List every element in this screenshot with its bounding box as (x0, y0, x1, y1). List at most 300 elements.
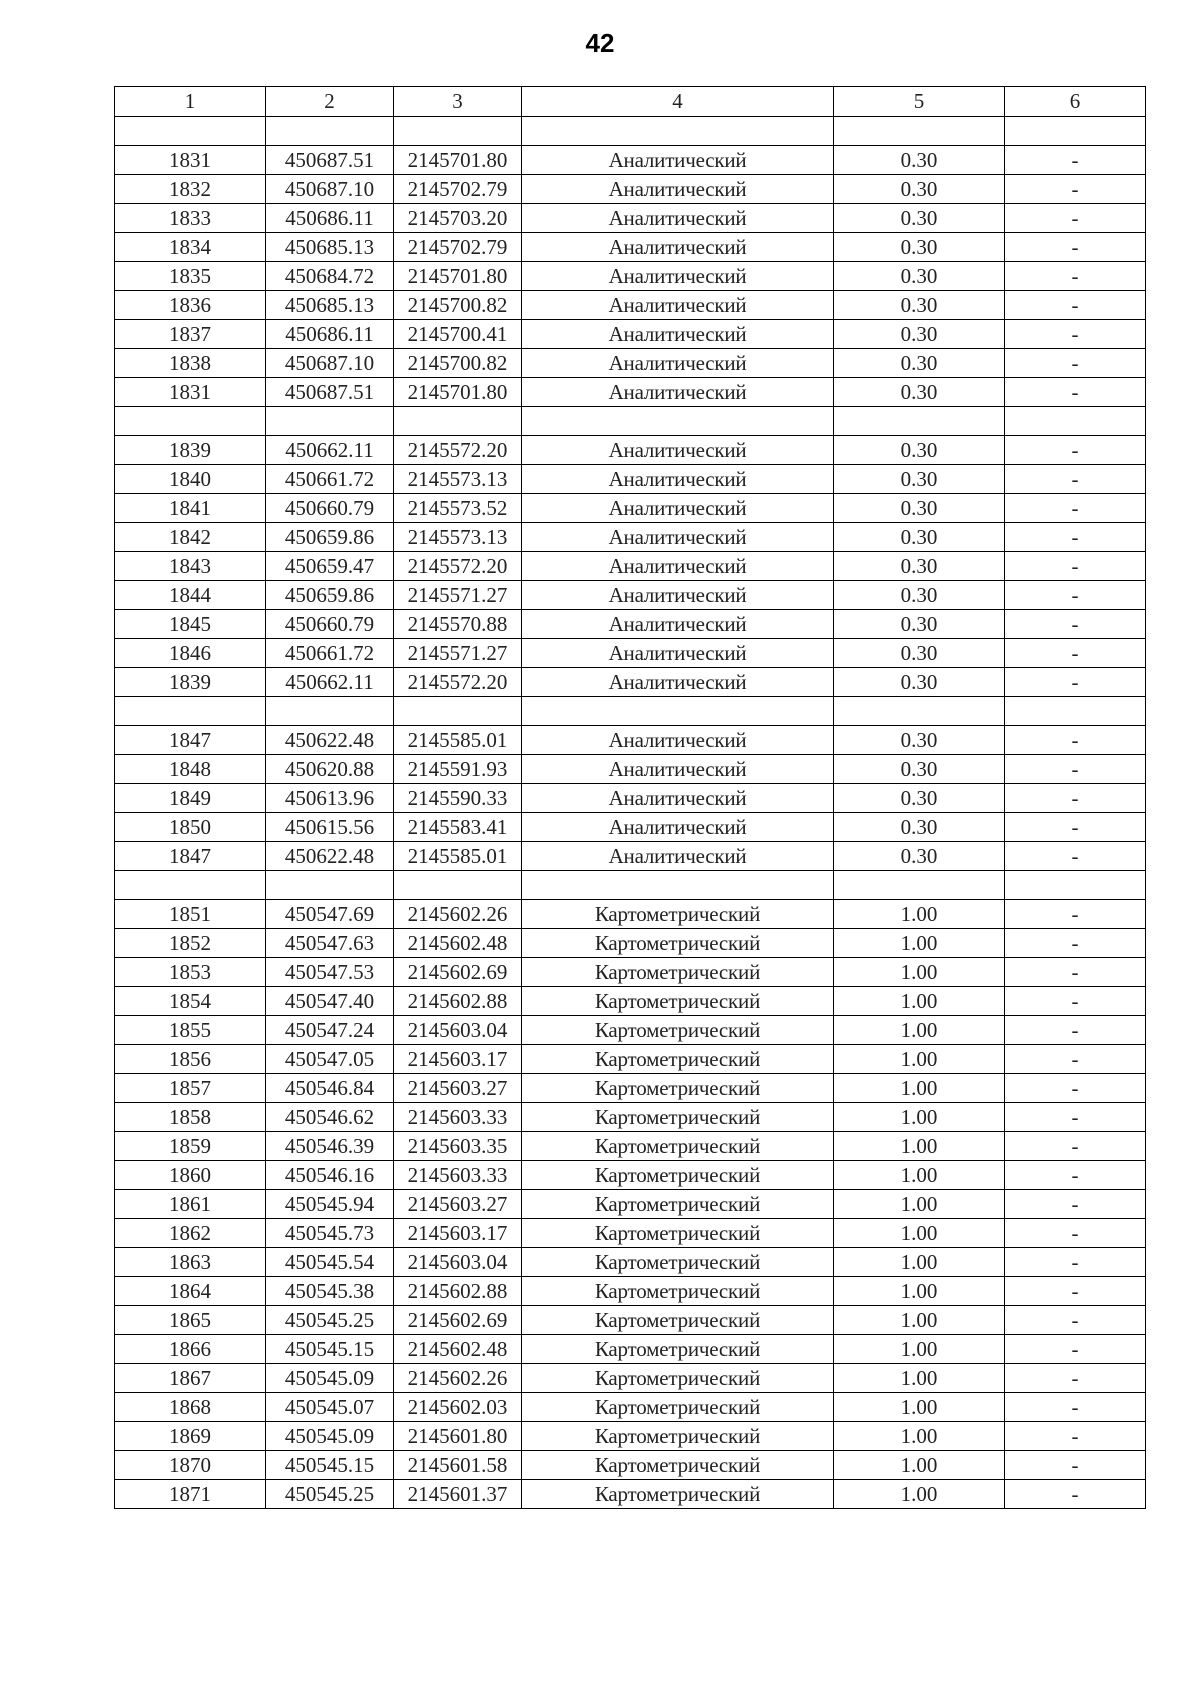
table-row (115, 1248, 1146, 1277)
y-coordinate-cell: 2145572.20 (394, 668, 522, 697)
y-coordinate-cell: 2145702.79 (394, 175, 522, 204)
note-cell: - (1005, 378, 1146, 407)
point-number-cell: 1870 (115, 1451, 266, 1480)
y-coordinate-cell: 2145603.04 (394, 1016, 522, 1045)
table-row (115, 349, 1146, 378)
method-cell: Картометрический (522, 1219, 834, 1248)
method-cell: Картометрический (522, 1248, 834, 1277)
method-cell: Аналитический (522, 494, 834, 523)
method-cell: Аналитический (522, 291, 834, 320)
empty-cell (834, 697, 1005, 726)
method-cell: Аналитический (522, 349, 834, 378)
point-number-cell: 1846 (115, 639, 266, 668)
method-cell: Картометрический (522, 1306, 834, 1335)
method-cell: Картометрический (522, 1074, 834, 1103)
column-header: 5 (834, 87, 1005, 117)
accuracy-cell: 0.30 (834, 349, 1005, 378)
accuracy-cell: 1.00 (834, 900, 1005, 929)
x-coordinate-cell: 450545.09 (266, 1422, 394, 1451)
empty-cell (266, 871, 394, 900)
accuracy-cell: 1.00 (834, 1306, 1005, 1335)
x-coordinate-cell: 450620.88 (266, 755, 394, 784)
note-cell: - (1005, 958, 1146, 987)
note-cell: - (1005, 639, 1146, 668)
table-row (115, 175, 1146, 204)
x-coordinate-cell: 450659.47 (266, 552, 394, 581)
table-row (115, 668, 1146, 697)
column-header: 3 (394, 87, 522, 117)
point-number-cell: 1861 (115, 1190, 266, 1219)
y-coordinate-cell: 2145601.58 (394, 1451, 522, 1480)
method-cell: Картометрический (522, 1480, 834, 1509)
empty-cell (266, 117, 394, 146)
y-coordinate-cell: 2145602.26 (394, 900, 522, 929)
method-cell: Картометрический (522, 900, 834, 929)
table-row (115, 581, 1146, 610)
method-cell: Аналитический (522, 784, 834, 813)
method-cell: Картометрический (522, 1364, 834, 1393)
empty-cell (115, 697, 266, 726)
x-coordinate-cell: 450684.72 (266, 262, 394, 291)
accuracy-cell: 1.00 (834, 1103, 1005, 1132)
note-cell: - (1005, 233, 1146, 262)
note-cell: - (1005, 1161, 1146, 1190)
table-row (115, 204, 1146, 233)
x-coordinate-cell: 450660.79 (266, 494, 394, 523)
point-number-cell: 1834 (115, 233, 266, 262)
point-number-cell: 1858 (115, 1103, 266, 1132)
point-number-cell: 1837 (115, 320, 266, 349)
table-row (115, 436, 1146, 465)
empty-cell (1005, 117, 1146, 146)
accuracy-cell: 1.00 (834, 1045, 1005, 1074)
y-coordinate-cell: 2145602.88 (394, 1277, 522, 1306)
note-cell: - (1005, 1074, 1146, 1103)
x-coordinate-cell: 450545.09 (266, 1364, 394, 1393)
point-number-cell: 1838 (115, 349, 266, 378)
method-cell: Аналитический (522, 813, 834, 842)
x-coordinate-cell: 450685.13 (266, 291, 394, 320)
empty-cell (522, 871, 834, 900)
table-row (115, 1219, 1146, 1248)
empty-cell (266, 697, 394, 726)
y-coordinate-cell: 2145703.20 (394, 204, 522, 233)
y-coordinate-cell: 2145602.69 (394, 1306, 522, 1335)
table-row (115, 813, 1146, 842)
table-row (115, 1132, 1146, 1161)
table-row (115, 784, 1146, 813)
x-coordinate-cell: 450545.25 (266, 1480, 394, 1509)
table-row (115, 1364, 1146, 1393)
note-cell: - (1005, 1132, 1146, 1161)
y-coordinate-cell: 2145603.33 (394, 1161, 522, 1190)
y-coordinate-cell: 2145573.13 (394, 523, 522, 552)
accuracy-cell: 0.30 (834, 610, 1005, 639)
y-coordinate-cell: 2145700.82 (394, 349, 522, 378)
method-cell: Аналитический (522, 552, 834, 581)
table-row (115, 726, 1146, 755)
point-number-cell: 1860 (115, 1161, 266, 1190)
accuracy-cell: 0.30 (834, 320, 1005, 349)
group-spacer-row (115, 117, 1146, 146)
accuracy-cell: 0.30 (834, 146, 1005, 175)
empty-cell (115, 871, 266, 900)
note-cell: - (1005, 1393, 1146, 1422)
note-cell: - (1005, 465, 1146, 494)
point-number-cell: 1847 (115, 842, 266, 871)
note-cell: - (1005, 987, 1146, 1016)
point-number-cell: 1854 (115, 987, 266, 1016)
note-cell: - (1005, 146, 1146, 175)
accuracy-cell: 1.00 (834, 929, 1005, 958)
note-cell: - (1005, 1016, 1146, 1045)
method-cell: Картометрический (522, 958, 834, 987)
accuracy-cell: 0.30 (834, 581, 1005, 610)
table-row (115, 146, 1146, 175)
y-coordinate-cell: 2145603.04 (394, 1248, 522, 1277)
empty-cell (522, 697, 834, 726)
accuracy-cell: 0.30 (834, 204, 1005, 233)
point-number-cell: 1867 (115, 1364, 266, 1393)
point-number-cell: 1855 (115, 1016, 266, 1045)
y-coordinate-cell: 2145573.13 (394, 465, 522, 494)
method-cell: Аналитический (522, 755, 834, 784)
point-number-cell: 1850 (115, 813, 266, 842)
y-coordinate-cell: 2145700.82 (394, 291, 522, 320)
method-cell: Картометрический (522, 1335, 834, 1364)
table-row (115, 552, 1146, 581)
y-coordinate-cell: 2145573.52 (394, 494, 522, 523)
note-cell: - (1005, 494, 1146, 523)
y-coordinate-cell: 2145572.20 (394, 552, 522, 581)
point-number-cell: 1839 (115, 436, 266, 465)
y-coordinate-cell: 2145701.80 (394, 262, 522, 291)
method-cell: Картометрический (522, 1045, 834, 1074)
table-header-row (115, 87, 1146, 117)
note-cell: - (1005, 668, 1146, 697)
accuracy-cell: 1.00 (834, 1074, 1005, 1103)
table-row (115, 610, 1146, 639)
empty-cell (266, 407, 394, 436)
x-coordinate-cell: 450545.07 (266, 1393, 394, 1422)
point-number-cell: 1844 (115, 581, 266, 610)
accuracy-cell: 1.00 (834, 987, 1005, 1016)
empty-cell (115, 117, 266, 146)
x-coordinate-cell: 450545.38 (266, 1277, 394, 1306)
table-row (115, 1161, 1146, 1190)
table-row (115, 1393, 1146, 1422)
method-cell: Аналитический (522, 146, 834, 175)
method-cell: Аналитический (522, 378, 834, 407)
table-row (115, 900, 1146, 929)
point-number-cell: 1864 (115, 1277, 266, 1306)
note-cell: - (1005, 929, 1146, 958)
accuracy-cell: 0.30 (834, 465, 1005, 494)
table-row (115, 1480, 1146, 1509)
method-cell: Аналитический (522, 465, 834, 494)
method-cell: Аналитический (522, 842, 834, 871)
empty-cell (1005, 407, 1146, 436)
table-row (115, 262, 1146, 291)
note-cell: - (1005, 900, 1146, 929)
point-number-cell: 1840 (115, 465, 266, 494)
method-cell: Аналитический (522, 436, 834, 465)
accuracy-cell: 1.00 (834, 1016, 1005, 1045)
x-coordinate-cell: 450613.96 (266, 784, 394, 813)
x-coordinate-cell: 450545.15 (266, 1335, 394, 1364)
x-coordinate-cell: 450661.72 (266, 465, 394, 494)
note-cell: - (1005, 842, 1146, 871)
point-number-cell: 1862 (115, 1219, 266, 1248)
method-cell: Картометрический (522, 1393, 834, 1422)
x-coordinate-cell: 450547.05 (266, 1045, 394, 1074)
column-header: 6 (1005, 87, 1146, 117)
table-row (115, 1335, 1146, 1364)
note-cell: - (1005, 436, 1146, 465)
table-row (115, 465, 1146, 494)
column-header: 1 (115, 87, 266, 117)
table-row (115, 755, 1146, 784)
note-cell: - (1005, 204, 1146, 233)
accuracy-cell: 1.00 (834, 1364, 1005, 1393)
x-coordinate-cell: 450547.40 (266, 987, 394, 1016)
empty-cell (394, 697, 522, 726)
accuracy-cell: 0.30 (834, 639, 1005, 668)
point-number-cell: 1842 (115, 523, 266, 552)
x-coordinate-cell: 450687.51 (266, 378, 394, 407)
x-coordinate-cell: 450545.25 (266, 1306, 394, 1335)
empty-cell (394, 407, 522, 436)
x-coordinate-cell: 450547.63 (266, 929, 394, 958)
accuracy-cell: 1.00 (834, 1480, 1005, 1509)
column-header: 4 (522, 87, 834, 117)
table-row (115, 494, 1146, 523)
x-coordinate-cell: 450622.48 (266, 842, 394, 871)
y-coordinate-cell: 2145602.03 (394, 1393, 522, 1422)
x-coordinate-cell: 450547.24 (266, 1016, 394, 1045)
y-coordinate-cell: 2145601.37 (394, 1480, 522, 1509)
method-cell: Картометрический (522, 1103, 834, 1132)
x-coordinate-cell: 450546.16 (266, 1161, 394, 1190)
method-cell: Аналитический (522, 668, 834, 697)
x-coordinate-cell: 450546.39 (266, 1132, 394, 1161)
x-coordinate-cell: 450660.79 (266, 610, 394, 639)
x-coordinate-cell: 450622.48 (266, 726, 394, 755)
method-cell: Аналитический (522, 581, 834, 610)
x-coordinate-cell: 450546.84 (266, 1074, 394, 1103)
x-coordinate-cell: 450662.11 (266, 668, 394, 697)
y-coordinate-cell: 2145603.27 (394, 1190, 522, 1219)
x-coordinate-cell: 450615.56 (266, 813, 394, 842)
table-row (115, 929, 1146, 958)
note-cell: - (1005, 1277, 1146, 1306)
table-row (115, 1422, 1146, 1451)
method-cell: Картометрический (522, 1132, 834, 1161)
table-row (115, 378, 1146, 407)
y-coordinate-cell: 2145602.48 (394, 929, 522, 958)
table-row (115, 1103, 1146, 1132)
accuracy-cell: 1.00 (834, 1132, 1005, 1161)
accuracy-cell: 0.30 (834, 523, 1005, 552)
accuracy-cell: 0.30 (834, 494, 1005, 523)
note-cell: - (1005, 1364, 1146, 1393)
x-coordinate-cell: 450687.51 (266, 146, 394, 175)
note-cell: - (1005, 1045, 1146, 1074)
empty-cell (394, 117, 522, 146)
y-coordinate-cell: 2145603.33 (394, 1103, 522, 1132)
method-cell: Аналитический (522, 175, 834, 204)
accuracy-cell: 0.30 (834, 813, 1005, 842)
note-cell: - (1005, 755, 1146, 784)
method-cell: Картометрический (522, 1161, 834, 1190)
table-row (115, 291, 1146, 320)
accuracy-cell: 0.30 (834, 378, 1005, 407)
group-spacer-row (115, 407, 1146, 436)
accuracy-cell: 0.30 (834, 784, 1005, 813)
y-coordinate-cell: 2145701.80 (394, 146, 522, 175)
y-coordinate-cell: 2145601.80 (394, 1422, 522, 1451)
point-number-cell: 1863 (115, 1248, 266, 1277)
table-row (115, 639, 1146, 668)
empty-cell (394, 871, 522, 900)
accuracy-cell: 1.00 (834, 1190, 1005, 1219)
table-row (115, 1277, 1146, 1306)
point-number-cell: 1868 (115, 1393, 266, 1422)
accuracy-cell: 1.00 (834, 1277, 1005, 1306)
empty-cell (834, 871, 1005, 900)
empty-cell (1005, 697, 1146, 726)
accuracy-cell: 0.30 (834, 552, 1005, 581)
empty-cell (522, 407, 834, 436)
table-body (115, 117, 1146, 1509)
point-number-cell: 1869 (115, 1422, 266, 1451)
column-header: 2 (266, 87, 394, 117)
method-cell: Аналитический (522, 204, 834, 233)
point-number-cell: 1857 (115, 1074, 266, 1103)
x-coordinate-cell: 450547.53 (266, 958, 394, 987)
point-number-cell: 1859 (115, 1132, 266, 1161)
method-cell: Картометрический (522, 987, 834, 1016)
group-spacer-row (115, 697, 1146, 726)
x-coordinate-cell: 450687.10 (266, 175, 394, 204)
point-number-cell: 1849 (115, 784, 266, 813)
note-cell: - (1005, 581, 1146, 610)
empty-cell (834, 117, 1005, 146)
y-coordinate-cell: 2145571.27 (394, 639, 522, 668)
y-coordinate-cell: 2145590.33 (394, 784, 522, 813)
method-cell: Картометрический (522, 1422, 834, 1451)
x-coordinate-cell: 450545.73 (266, 1219, 394, 1248)
note-cell: - (1005, 1451, 1146, 1480)
y-coordinate-cell: 2145571.27 (394, 581, 522, 610)
x-coordinate-cell: 450686.11 (266, 320, 394, 349)
y-coordinate-cell: 2145603.35 (394, 1132, 522, 1161)
empty-cell (834, 407, 1005, 436)
point-number-cell: 1845 (115, 610, 266, 639)
point-number-cell: 1851 (115, 900, 266, 929)
group-spacer-row (115, 871, 1146, 900)
y-coordinate-cell: 2145603.27 (394, 1074, 522, 1103)
point-number-cell: 1831 (115, 378, 266, 407)
accuracy-cell: 0.30 (834, 291, 1005, 320)
point-number-cell: 1853 (115, 958, 266, 987)
point-number-cell: 1865 (115, 1306, 266, 1335)
accuracy-cell: 0.30 (834, 668, 1005, 697)
x-coordinate-cell: 450687.10 (266, 349, 394, 378)
accuracy-cell: 1.00 (834, 1422, 1005, 1451)
y-coordinate-cell: 2145572.20 (394, 436, 522, 465)
point-number-cell: 1847 (115, 726, 266, 755)
accuracy-cell: 0.30 (834, 262, 1005, 291)
y-coordinate-cell: 2145591.93 (394, 755, 522, 784)
table-row (115, 1074, 1146, 1103)
method-cell: Картометрический (522, 1277, 834, 1306)
note-cell: - (1005, 1306, 1146, 1335)
note-cell: - (1005, 175, 1146, 204)
y-coordinate-cell: 2145702.79 (394, 233, 522, 262)
accuracy-cell: 1.00 (834, 1393, 1005, 1422)
x-coordinate-cell: 450545.94 (266, 1190, 394, 1219)
point-number-cell: 1841 (115, 494, 266, 523)
table-row (115, 320, 1146, 349)
accuracy-cell: 1.00 (834, 958, 1005, 987)
empty-cell (1005, 871, 1146, 900)
note-cell: - (1005, 1248, 1146, 1277)
method-cell: Аналитический (522, 262, 834, 291)
y-coordinate-cell: 2145585.01 (394, 842, 522, 871)
note-cell: - (1005, 813, 1146, 842)
method-cell: Аналитический (522, 610, 834, 639)
x-coordinate-cell: 450545.54 (266, 1248, 394, 1277)
x-coordinate-cell: 450547.69 (266, 900, 394, 929)
note-cell: - (1005, 552, 1146, 581)
note-cell: - (1005, 1103, 1146, 1132)
x-coordinate-cell: 450545.15 (266, 1451, 394, 1480)
y-coordinate-cell: 2145570.88 (394, 610, 522, 639)
point-number-cell: 1871 (115, 1480, 266, 1509)
note-cell: - (1005, 320, 1146, 349)
x-coordinate-cell: 450661.72 (266, 639, 394, 668)
method-cell: Аналитический (522, 523, 834, 552)
accuracy-cell: 1.00 (834, 1335, 1005, 1364)
x-coordinate-cell: 450546.62 (266, 1103, 394, 1132)
note-cell: - (1005, 349, 1146, 378)
y-coordinate-cell: 2145602.48 (394, 1335, 522, 1364)
table-row (115, 958, 1146, 987)
note-cell: - (1005, 262, 1146, 291)
y-coordinate-cell: 2145602.26 (394, 1364, 522, 1393)
y-coordinate-cell: 2145700.41 (394, 320, 522, 349)
x-coordinate-cell: 450686.11 (266, 204, 394, 233)
point-number-cell: 1831 (115, 146, 266, 175)
note-cell: - (1005, 1480, 1146, 1509)
y-coordinate-cell: 2145602.69 (394, 958, 522, 987)
empty-cell (522, 117, 834, 146)
method-cell: Картометрический (522, 1016, 834, 1045)
point-number-cell: 1836 (115, 291, 266, 320)
note-cell: - (1005, 1219, 1146, 1248)
accuracy-cell: 0.30 (834, 436, 1005, 465)
method-cell: Аналитический (522, 320, 834, 349)
accuracy-cell: 0.30 (834, 842, 1005, 871)
accuracy-cell: 1.00 (834, 1161, 1005, 1190)
empty-cell (115, 407, 266, 436)
method-cell: Картометрический (522, 1451, 834, 1480)
y-coordinate-cell: 2145603.17 (394, 1045, 522, 1074)
accuracy-cell: 1.00 (834, 1451, 1005, 1480)
table-row (115, 523, 1146, 552)
x-coordinate-cell: 450659.86 (266, 581, 394, 610)
